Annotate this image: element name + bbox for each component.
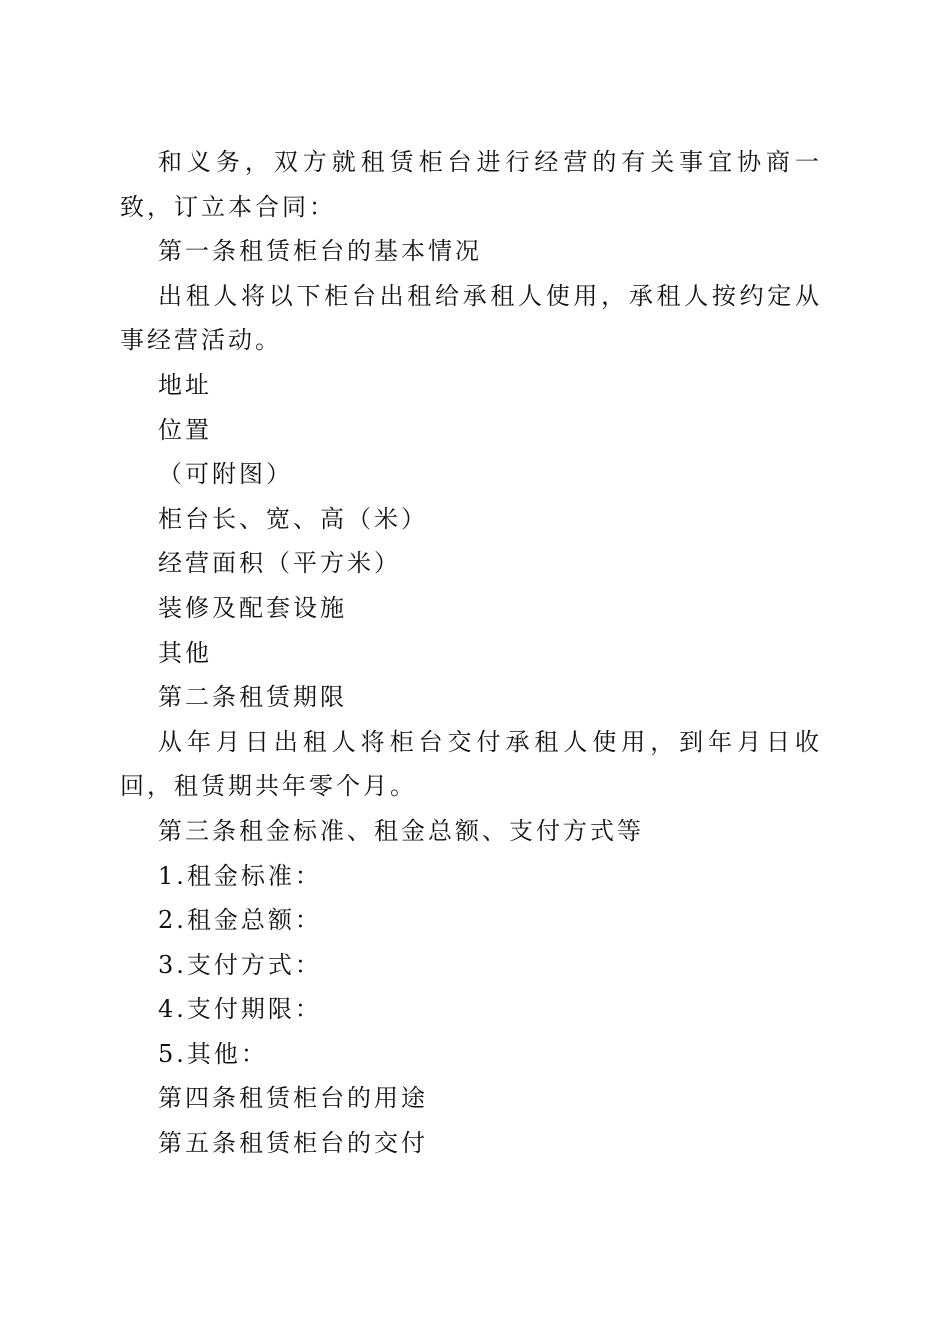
list-item-payment-term: 4.支付期限： <box>158 995 322 1024</box>
article-2-text: 从年月日出租人将柜台交付承租人使用，到年月日收回，租赁期共年零个月。 <box>120 727 822 801</box>
field-counter-size: 柜台长、宽、高（米） <box>158 504 428 533</box>
list-item-other: 5.其他： <box>158 1039 268 1068</box>
field-address: 地址 <box>158 370 212 399</box>
field-position: 位置 <box>158 415 212 444</box>
list-item-rent-standard: 1.租金标准： <box>158 861 322 890</box>
list-item-payment-method: 3.支付方式： <box>158 950 322 979</box>
article-1-text: 出租人将以下柜台出租给承租人使用，承租人按约定从事经营活动。 <box>120 281 822 355</box>
article-5-heading: 第五条租赁柜台的交付 <box>158 1129 428 1158</box>
document-body <box>120 140 822 1166</box>
field-decoration: 装修及配套设施 <box>158 593 347 622</box>
field-attach-map: （可附图） <box>158 460 293 489</box>
field-other: 其他 <box>158 638 212 667</box>
article-4-heading: 第四条租赁柜台的用途 <box>158 1084 428 1113</box>
field-business-area: 经营面积（平方米） <box>158 549 401 578</box>
article-3-heading: 第三条租金标准、租金总额、支付方式等 <box>158 816 644 845</box>
paragraph-preamble: 和义务，双方就租赁柜台进行经营的有关事宜协商一致，订立本合同： <box>120 148 822 221</box>
article-2-heading: 第二条租赁期限 <box>158 683 347 712</box>
article-1-heading: 第一条租赁柜台的基本情况 <box>158 237 482 266</box>
list-item-rent-total: 2.租金总额： <box>158 906 322 935</box>
